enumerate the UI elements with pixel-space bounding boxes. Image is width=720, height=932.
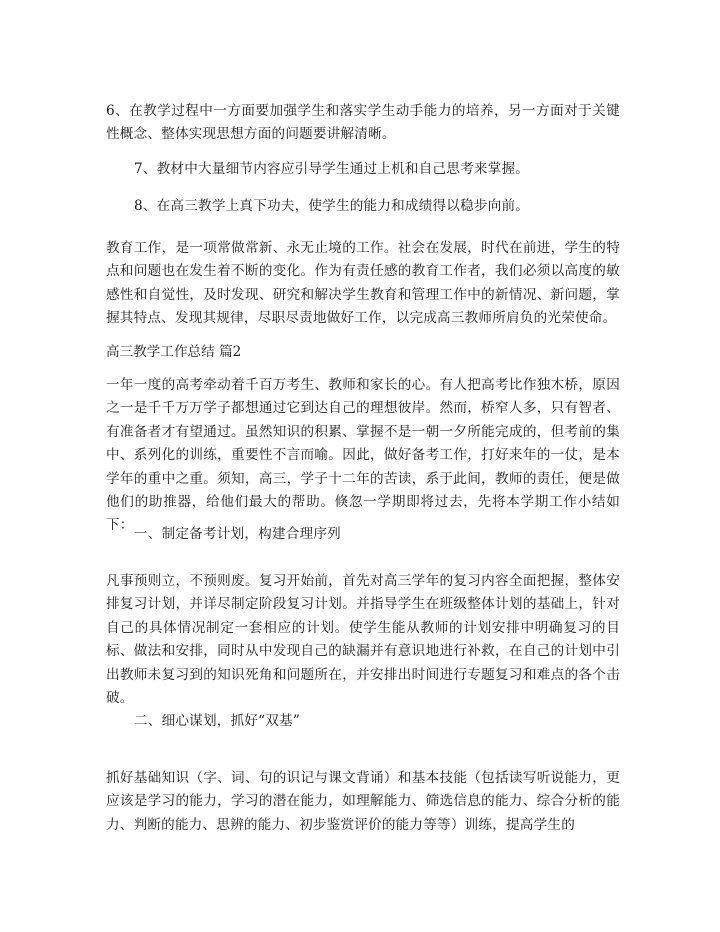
closing-paragraph: 教育工作，是一项常做常新、永无止境的工作。社会在发展，时代在前进，学生的特点和问题也在发生着不断的变化。作为有责任感的教育工作者，我们必须以高度的敏感性和自觉性，及时发现、研究和解决学生教育和管理工作中的新情况、新问题，掌握其特点、发现其规律，尽职尽责地做好工作，以完成高三教师所肩负的光荣使命。 <box>106 240 620 327</box>
list-item-6: 6、在教学过程中一方面要加强学生和落实学生动手能力的培养，另一方面对于关键性概念、整体实现思想方面的问题要讲解清晰。 <box>106 103 620 143</box>
paragraph-2: 抓好基础知识（字、词、句的识记与课文背诵）和基本技能（包括读写听说能力，更应该是学习的能力，学习的潜在能力，如理解能力、筛选信息的能力、综合分析的能力、判断的能力、思辨的能力、初步鉴赏评价的能力等等）训练，提高学生的 <box>106 770 620 833</box>
list-item-7: 7、教材中大量细节内容应引导学生通过上机和自己思考来掌握。 <box>134 161 530 177</box>
paragraph-1: 凡事预则立，不预则废。复习开始前，首先对高三学年的复习内容全面把握，整体安排复习计划，并详尽制定阶段复习计划。并指导学生在班级整体计划的基础上，针对自己的具体情况制定一套相应的计划。使学生能从教师的计划安排中明确复习的目标、做法和安排，同时从中发现自己的缺漏并有意识地进行补救，在自己的计划中引出教师未复习到的知识死角和问题所在，并安排出时间进行专题复习和难点的各个击破。 <box>106 573 620 707</box>
intro-paragraph: 一年一度的高考牵动着千百万考生、教师和家长的心。有人把高考比作独木桥，原因之一是千千万万学子都想通过它到达自己的理想彼岸。然而，桥窄人多，只有智者、有准备者才有望通过。虽然知识的积累、掌握不是一朝一夕所能完成的，但考前的集中、系列化的训练，重要性不言而喻。因此，做好备考工作，打好来年的一仗，是本学年的重中之重。须知，高三，学子十二年的苦读，系于此间，教师的责任，便是做他们的助推器，给他们最大的帮助。倏忽一学期即将过去，先将本学期工作小结如下： <box>106 377 620 534</box>
list-item-8: 8、在高三教学上真下功夫，使学生的能力和成绩得以稳步向前。 <box>134 198 530 214</box>
heading-1: 一、制定备考计划，构建合理序列 <box>134 526 341 542</box>
section-title: 高三教学工作总结 篇2 <box>106 344 242 360</box>
heading-2: 二、细心谋划，抓好“双基” <box>134 713 301 729</box>
